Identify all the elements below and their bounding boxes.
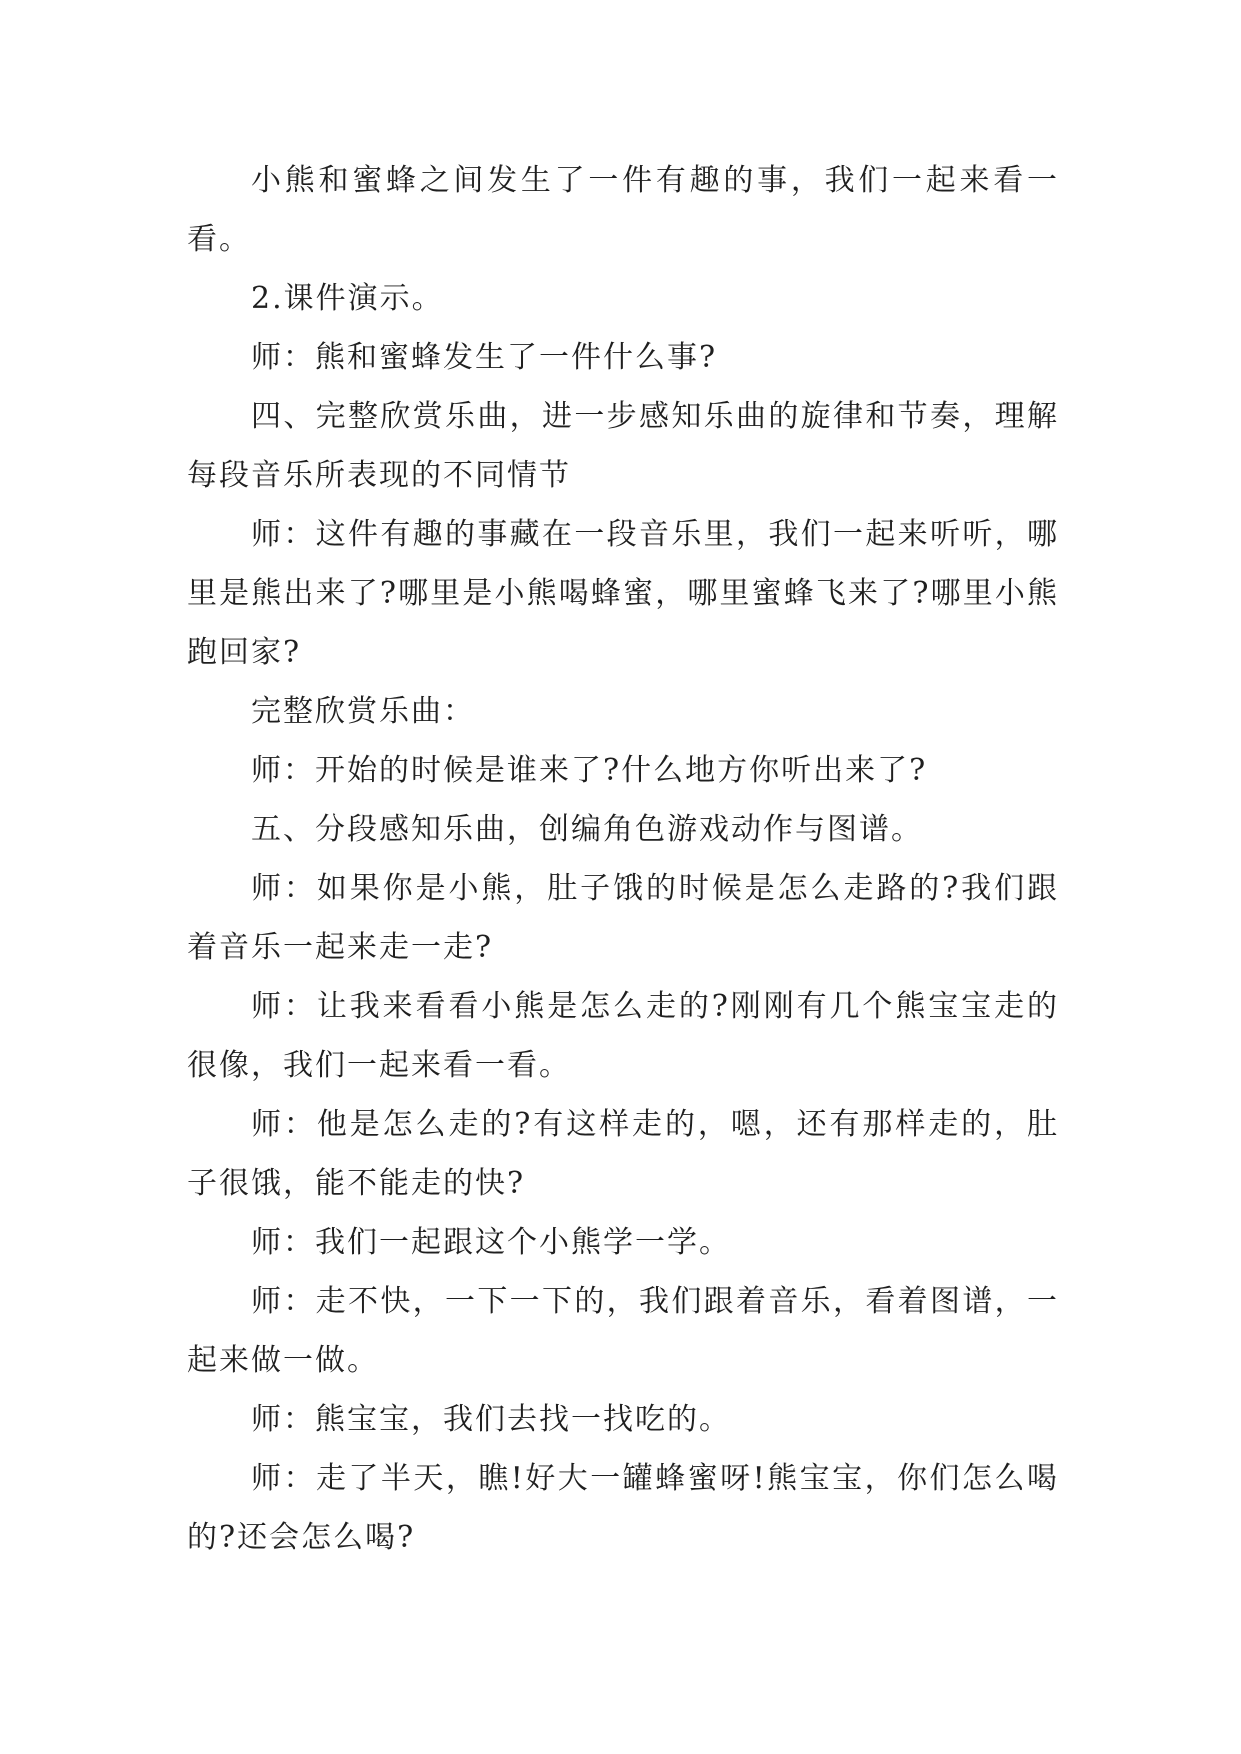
paragraph-1: 小熊和蜜蜂之间发生了一件有趣的事，我们一起来看一看。 <box>187 163 1059 257</box>
paragraph-12: 师：我们一起跟这个小熊学一学。 <box>251 1225 731 1260</box>
paragraph-7: 师：开始的时候是谁来了?什么地方你听出来了? <box>251 753 928 788</box>
paragraph-15: 师：走了半天，瞧!好大一罐蜂蜜呀!熊宝宝，你们怎么喝的?还会怎么喝? <box>187 1461 1059 1555</box>
section-heading-4: 四、完整欣赏乐曲，进一步感知乐曲的旋律和节奏，理解每段音乐所表现的不同情节 <box>187 399 1059 493</box>
section-heading-5: 五、分段感知乐曲，创编角色游戏动作与图谱。 <box>251 812 923 847</box>
document-body <box>187 151 1059 1567</box>
paragraph-9: 师：如果你是小熊，肚子饿的时候是怎么走路的?我们跟着音乐一起来走一走? <box>187 871 1059 965</box>
paragraph-3: 师：熊和蜜蜂发生了一件什么事? <box>251 340 718 375</box>
paragraph-14: 师：熊宝宝，我们去找一找吃的。 <box>251 1402 731 1437</box>
paragraph-13: 师：走不快，一下一下的，我们跟着音乐，看着图谱，一起来做一做。 <box>187 1284 1059 1378</box>
paragraph-5: 师：这件有趣的事藏在一段音乐里，我们一起来听听，哪里是熊出来了?哪里是小熊喝蜂蜜，哪里蜜蜂飞来了?哪里小熊跑回家? <box>187 517 1059 670</box>
paragraph-10: 师：让我来看看小熊是怎么走的?刚刚有几个熊宝宝走的很像，我们一起来看一看。 <box>187 989 1059 1083</box>
paragraph-6: 完整欣赏乐曲： <box>251 694 475 729</box>
paragraph-2: 2.课件演示。 <box>251 281 444 316</box>
paragraph-11: 师：他是怎么走的?有这样走的，嗯，还有那样走的，肚子很饿，能不能走的快? <box>187 1107 1059 1201</box>
